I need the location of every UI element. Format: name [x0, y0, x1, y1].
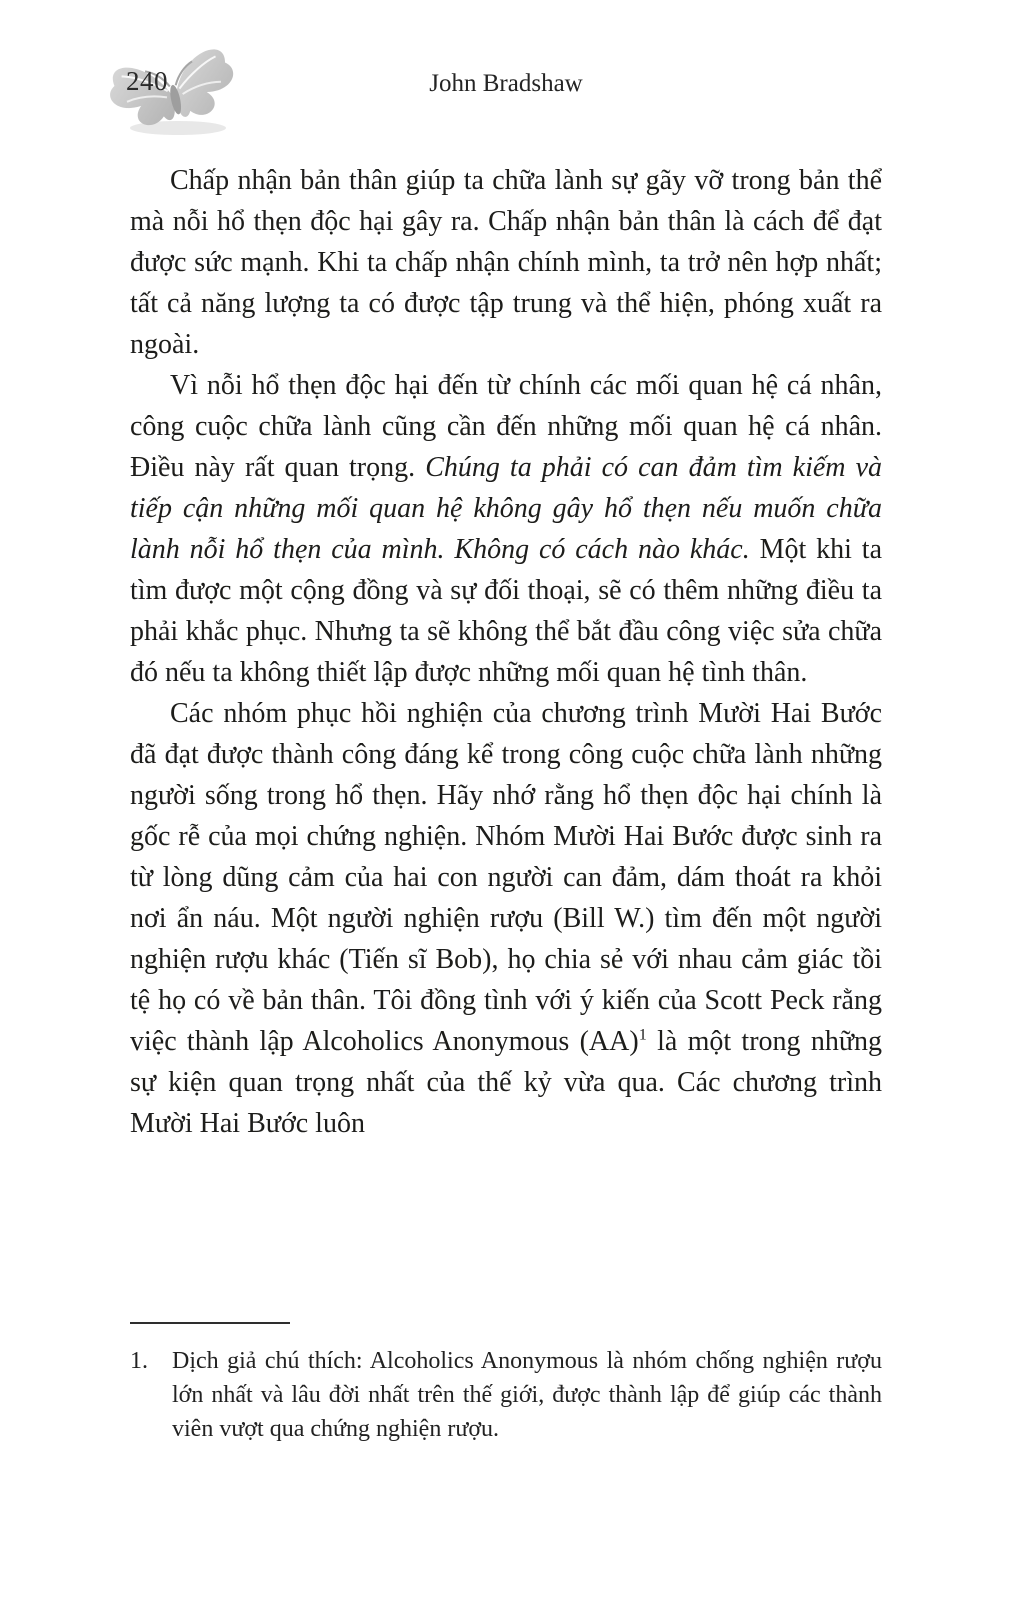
paragraph-2 [130, 365, 882, 693]
paragraph-1-text: Chấp nhận bản thân giúp ta chữa lành sự gãy vỡ trong bản thể mà nỗi hổ thẹn độc hại gây ra. Chấp nhận bản thân là cách để đạt được sức mạnh. Khi ta chấp nhận chính mình, ta trở nên hợp nhất; tất cả năng lượng ta có được tập trung và thể hiện, phóng xuất ra ngoài. [130, 165, 882, 360]
paragraph-1 [130, 160, 882, 365]
paragraph-3-text-before-ref: Các nhóm phục hồi nghiện của chương trình Mười Hai Bước đã đạt được thành công đáng kể trong công cuộc chữa lành những người sống trong hổ thẹn. Hãy nhớ rằng hổ thẹn độc hại chính là gốc rễ của mọi chứng nghiện. Nhóm Mười Hai Bước được sinh ra từ lòng dũng cảm của hai con người can đảm, dám thoát ra khỏi nơi ẩn náu. Một người nghiện rượu (Bill W.) tìm đến một người nghiện rượu khác (Tiến sĩ Bob), họ chia sẻ với nhau cảm giác tồi tệ họ có về bản thân. Tôi đồng tình với ý kiến của Scott Peck rằng việc thành lập Alcoholics Anonymous (AA) [130, 698, 882, 1057]
paragraph-2-text-before-italic: Vì nỗi hổ thẹn độc hại đến từ chính các mối quan hệ cá nhân, công cuộc chữa lành cũng cần đến những mối quan hệ cá nhân. Điều này rất quan trọng. [130, 370, 882, 483]
page-header [0, 0, 1024, 150]
paragraph-2-italic-emphasis: Chúng ta phải có can đảm tìm kiếm và tiếp cận những mối quan hệ không gây hổ thẹn nếu muốn chữa lành nỗi hổ thẹn của mình. Không có cách nào khác. [130, 452, 883, 565]
paragraph-3 [130, 693, 882, 1144]
running-title: John Bradshaw [429, 70, 583, 97]
footnote-1 [130, 1344, 882, 1446]
footnote-marker: 1. [130, 1348, 148, 1374]
footnote-separator-rule [130, 1322, 290, 1324]
page-number: 240 [126, 66, 168, 96]
paragraph-3-text-after-ref: là một trong những sự kiện quan trọng nhất của thế kỷ vừa qua. Các chương trình Mười Hai Bước luôn [130, 1026, 882, 1139]
footnote-reference: 1 [638, 1025, 647, 1044]
page-body [130, 160, 882, 1144]
footnote-text: Dịch giả chú thích: Alcoholics Anonymous là nhóm chống nghiện rượu lớn nhất và lâu đời nhất trên thế giới, được thành lập để giúp các thành viên vượt qua chứng nghiện rượu. [172, 1348, 882, 1442]
paragraph-2-text-after-italic: Một khi ta tìm được một cộng đồng và sự đối thoại, sẽ có thêm những điều ta phải khắc phục. Nhưng ta sẽ không thể bắt đầu công việc sửa chữa đó nếu ta không thiết lập được những mối quan hệ tình thân. [130, 534, 882, 688]
footnote-area [130, 1322, 882, 1446]
